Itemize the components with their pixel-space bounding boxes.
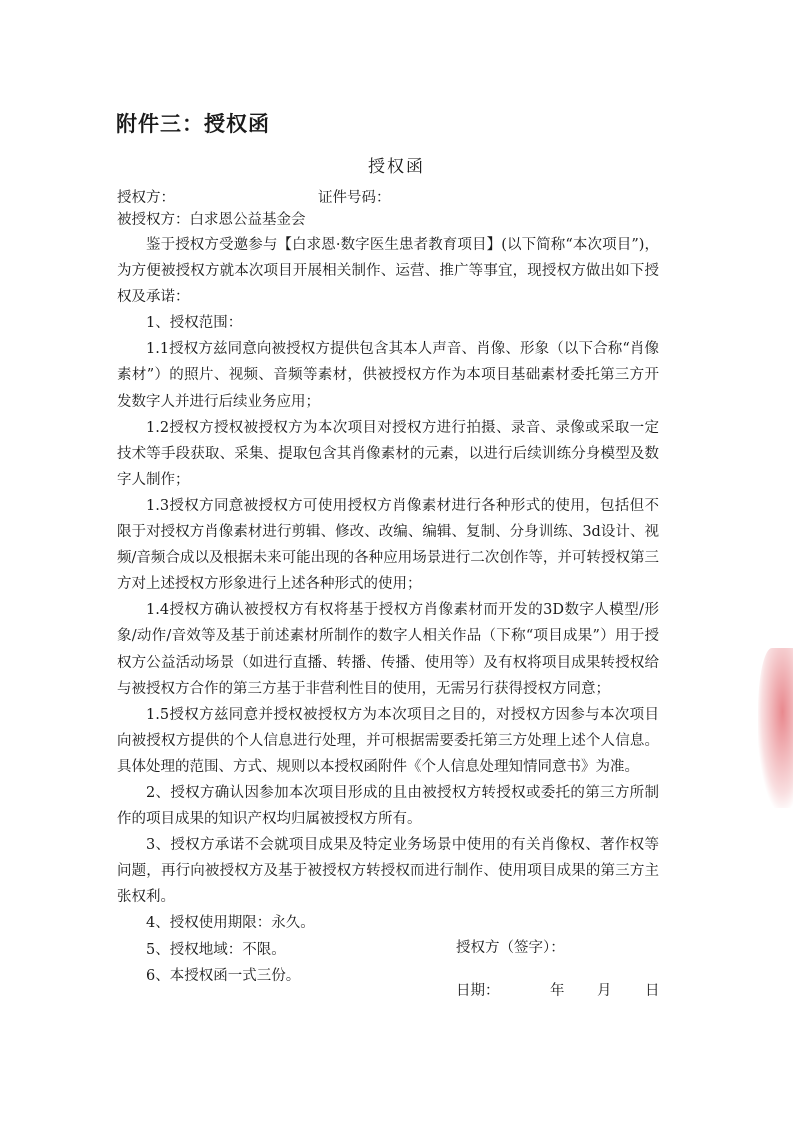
paragraph-6: 6、本授权函一式三份。 [146,967,301,984]
seal-stamp-fragment [758,648,793,808]
paragraph-1-3: 1.3授权方同意被授权方可使用授权方肖像素材进行各种形式的使用，包括但不限于对授权方肖像素材进行剪辑、修改、改编、编辑、复制、分身训练、3d设计、视频/音频合成以及根据未来可能出现的各种应用场景进行二次创作等，并可转授权第三方对上述授权方形象进行上述各种形式的使用； [117,497,659,593]
paragraph-4: 4、授权使用期限：永久。 [146,915,315,932]
date-year: 年 [550,983,565,999]
paragraph-2: 2、授权方确认因参加本次项目形成的且由被授权方转授权或委托的第三方所制作的项目成果的知识产权均归属被授权方所有。 [117,784,659,828]
doc-title: 授权函 [368,157,425,177]
annex-title: 附件三：授权函 [116,112,270,136]
id-number-label: 证件号码： [318,190,391,206]
document-body [117,232,659,989]
date-label: 日期： [456,983,500,999]
paragraph-3: 3、授权方承诺不会就项目成果及特定业务场景中使用的有关肖像权、著作权等问题，再行向被授权方及基于被授权方转授权而进行制作、使用项目成果的第三方主张权利。 [117,837,659,906]
paragraph-1-2: 1.2授权方授权被授权方为本次项目对授权方进行拍摄、录音、录像或采取一定技术等手段获取、采集、提取包含其肖像素材的元素，以进行后续训练分身模型及数字人制作； [117,419,659,488]
signature-label: 授权方（签字）： [456,940,565,956]
authorizer-label: 授权方： [117,190,175,206]
date-month: 月 [597,983,612,999]
paragraph-1-4: 1.4授权方确认被授权方有权将基于授权方肖像素材而开发的3D数字人模型/形象/动作/音效等及基于前述素材所制作的数字人相关作品（下称“项目成果”）用于授权方公益活动场景（如进行直播、转播、传播、使用等）及有权将项目成果转授权给与被授权方合作的第三方基于非营利性目的使用，无需另行获得授权方同意； [117,602,659,697]
date-day: 日 [645,983,660,999]
paragraph-1-1: 1.1授权方兹同意向被授权方提供包含其本人声音、肖像、形象（以下合称“肖像素材”）的照片、视频、音频等素材，供被授权方作为本项目基础素材委托第三方开发数字人并进行后续业务应用； [117,341,659,410]
paragraph-preamble: 鉴于授权方受邀参与【白求恩·数字医生患者教育项目】(以下简称“本次项目”)，为方便被授权方就本次项目开展相关制作、运营、推广等事宜，现授权方做出如下授权及承诺： [117,237,659,306]
paragraph-1-5: 1.5授权方兹同意并授权被授权方为本次项目之目的，对授权方因参与本次项目向被授权方提供的个人信息进行处理，并可根据需要委托第三方处理上述个人信息。具体处理的范围、方式、规则以本授权函附件《个人信息处理知情同意书》为准。 [117,706,659,775]
paragraph-5: 5、授权地域：不限。 [146,941,286,958]
authorized-party: 被授权方：白求恩公益基金会 [117,212,306,228]
paragraph-scope-heading: 1、授权范围： [146,315,243,332]
